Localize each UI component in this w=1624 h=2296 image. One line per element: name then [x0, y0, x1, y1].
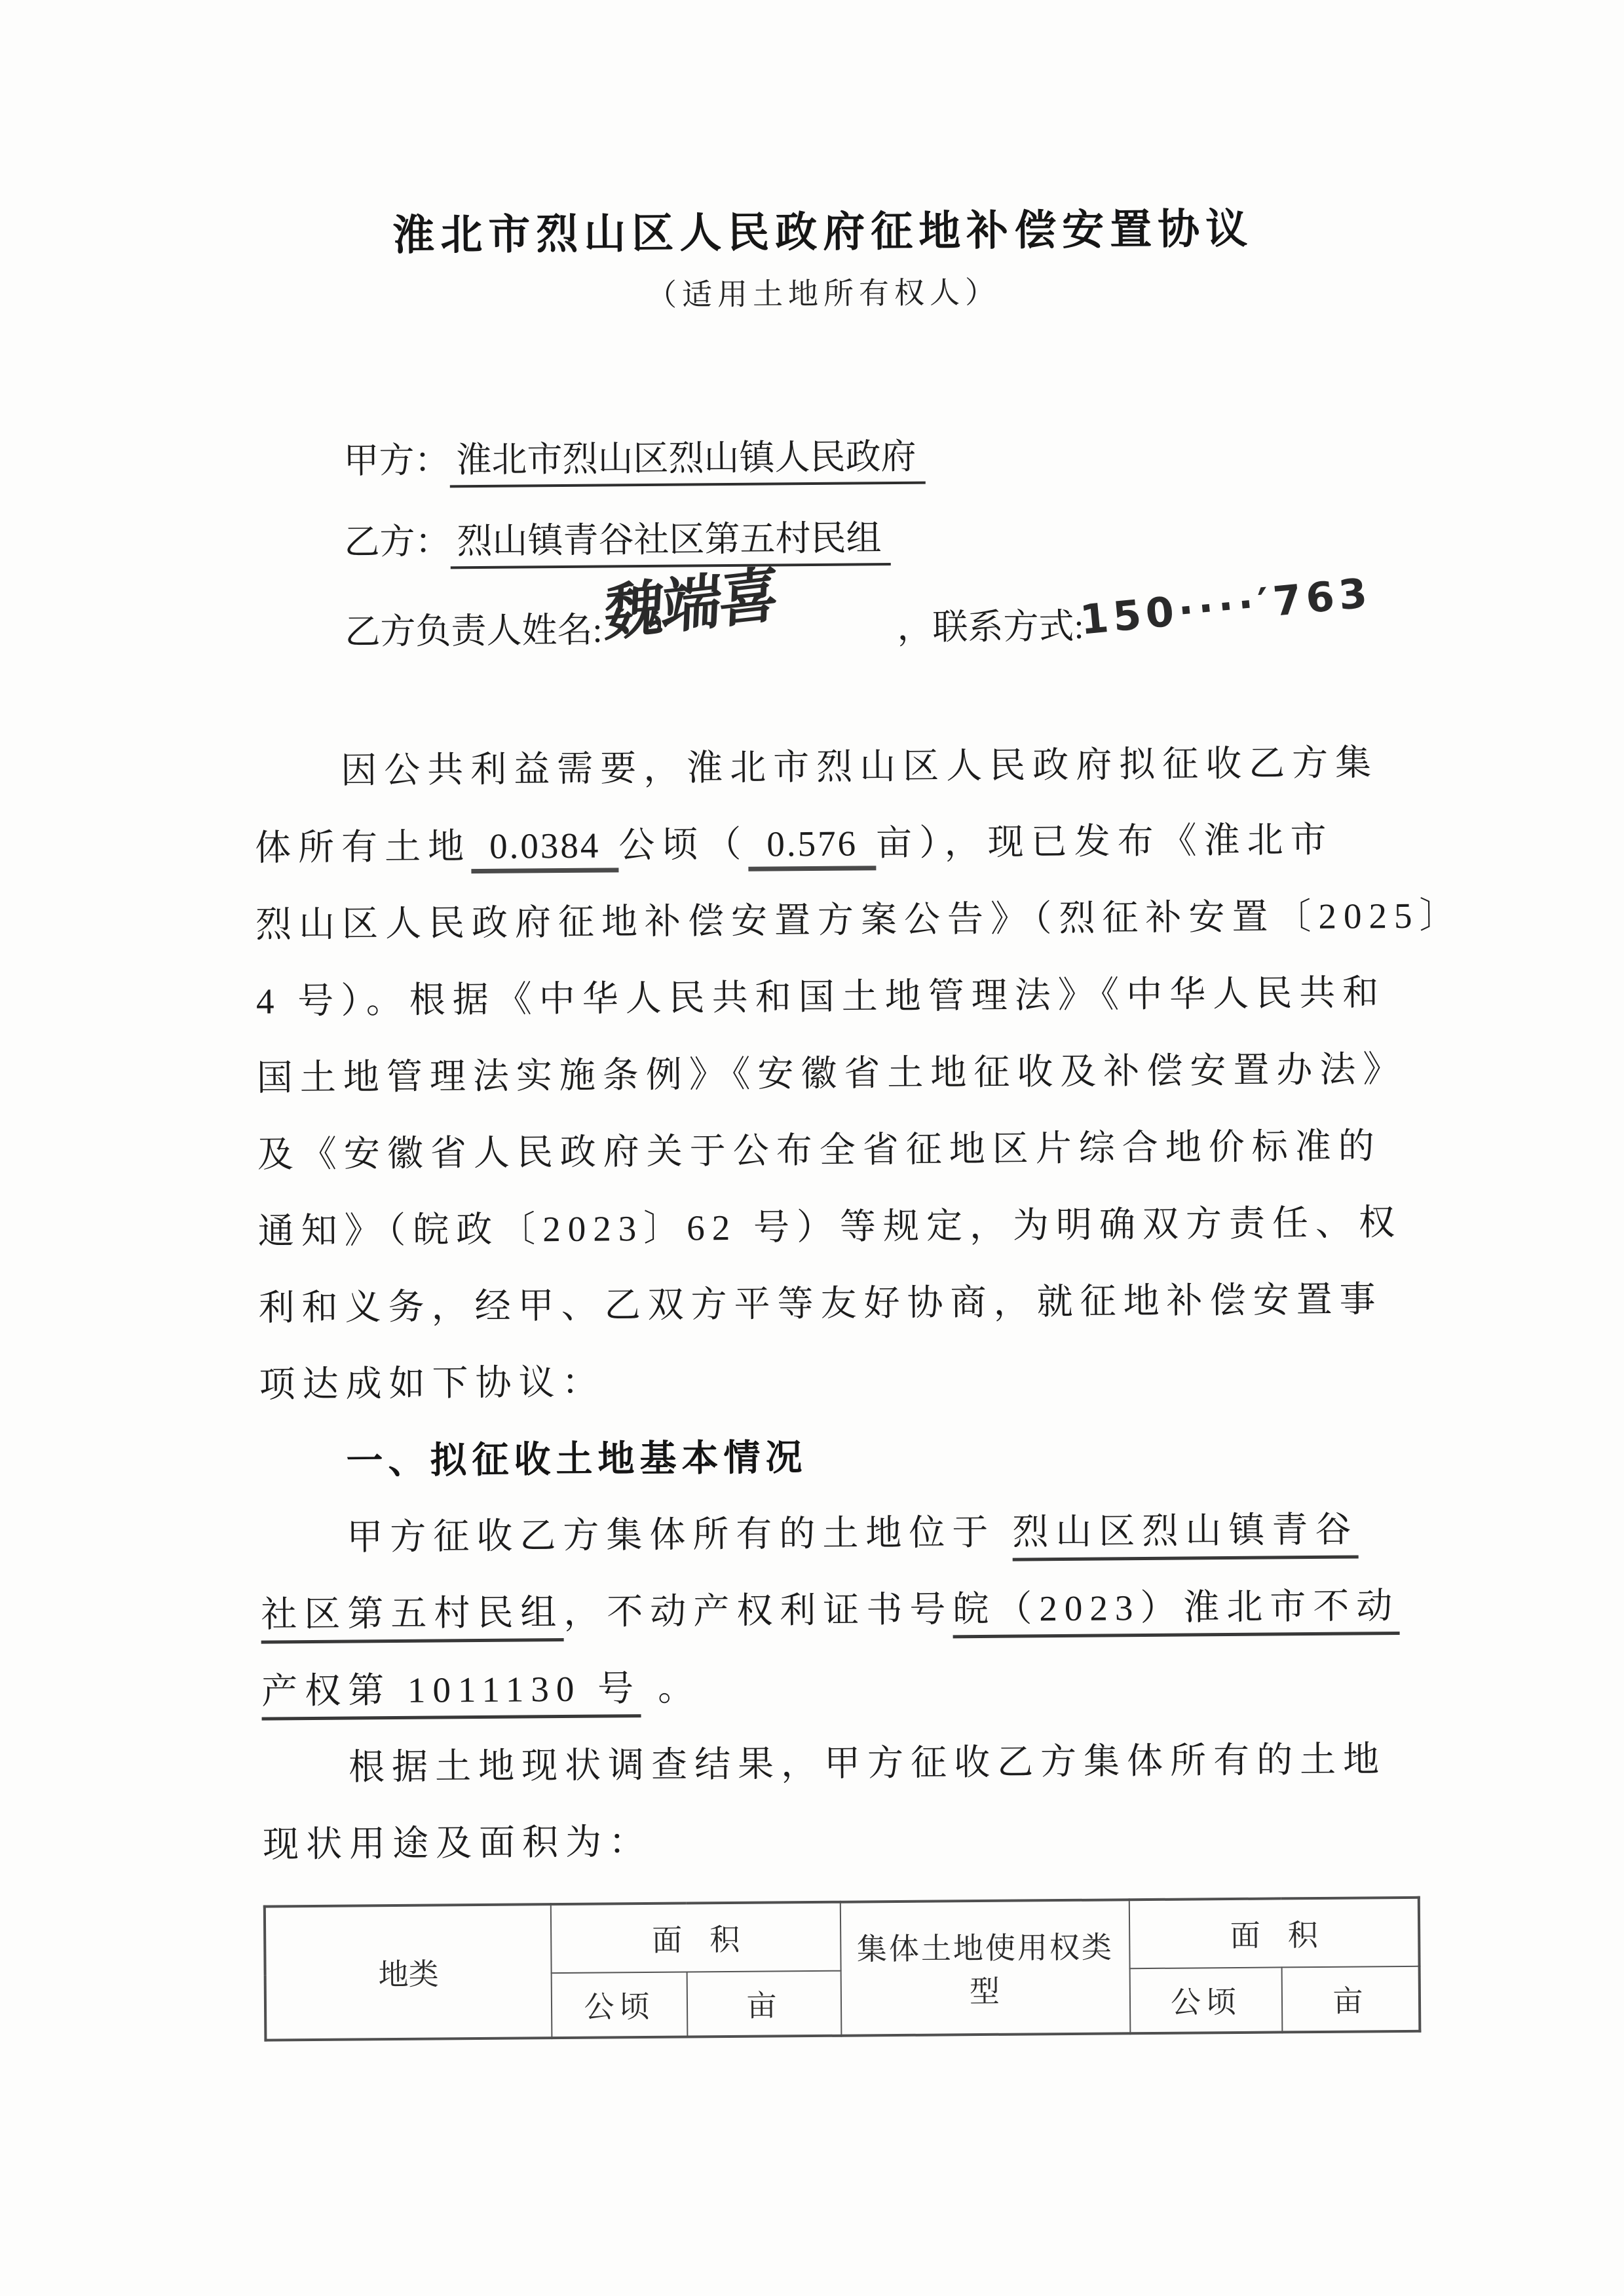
body-line-text: 利和义务，经甲、乙双方平等友好协商，就征地补偿安置事 [258, 1279, 1383, 1328]
body-line-text: 烈山区人民政府征地补偿安置方案公告》（烈征补安置〔2025〕 [255, 895, 1463, 945]
parties-block [252, 412, 1399, 665]
body-line-text: 甲方征收乙方集体所有的土地位于 [347, 1512, 996, 1558]
body-line [257, 1107, 1403, 1193]
table-header-hectare-left: 公顷 [552, 1972, 688, 2038]
contact-separator: ， [897, 607, 933, 647]
party-a-line [343, 412, 1398, 502]
body-line [261, 1567, 1407, 1653]
body-line [256, 1031, 1407, 1117]
body-line [257, 1184, 1404, 1270]
party-b-value: 烈山镇青谷社区第五村民组 [450, 518, 891, 569]
table-header-area-left: 面积 [551, 1902, 841, 1973]
rep-name-label: 乙方负责人姓名: [345, 610, 603, 652]
table-header-land-type: 地类 [265, 1904, 552, 2040]
body-line-text: 4 号）。根据《中华人民共和国土地管理法》《中华人民共和 [255, 972, 1386, 1022]
body-line [254, 724, 1401, 810]
body-text [254, 724, 1463, 1883]
rep-name-signature-handwriting: 魏端喜 [603, 559, 778, 650]
document-title: 淮北市烈山区人民政府征地补偿安置协议 [392, 204, 1254, 259]
body-line-text: ，不动产权利证书号 [563, 1589, 953, 1633]
party-b-label: 乙方： [344, 522, 451, 562]
body-line-text: 因公共利益需要，淮北市烈山区人民政府拟征收乙方集 [340, 742, 1379, 791]
body-line [256, 954, 1403, 1040]
party-a-label: 甲方： [343, 440, 450, 481]
table-header-right-type: 集体土地使用权类型 [840, 1900, 1131, 2035]
body-line [262, 1721, 1408, 1807]
contact-label: 联系方式: [932, 606, 1084, 647]
certificate-number-value: 皖（2023）淮北市不动 [953, 1586, 1400, 1638]
body-line [263, 1797, 1409, 1883]
certificate-number-value-cont: 产权第 1011130 号 [261, 1668, 641, 1721]
land-location-value: 烈山区烈山镇青谷 [1012, 1509, 1359, 1561]
body-line-text: 亩），现已发布《淮北市 [875, 819, 1334, 864]
body-line-text: 体所有土地 [254, 826, 472, 868]
area-mu-value: 0.576 [748, 823, 876, 871]
body-line-text: 现状用途及面积为： [262, 1821, 652, 1865]
land-status-table [263, 1896, 1422, 2042]
document-subtitle: （适用土地所有权人） [646, 275, 1001, 312]
body-line-text: 。 [657, 1668, 702, 1708]
body-line [258, 1261, 1405, 1347]
land-location-value-cont: 社区第五村民组 [261, 1592, 564, 1644]
body-line-text: 及《安徽省人民政府关于公布全省征地区片综合地价标准的 [257, 1126, 1382, 1175]
table-header-area-right: 面积 [1129, 1898, 1420, 1968]
body-line-text: 项达成如下协议： [259, 1362, 605, 1405]
body-line [255, 801, 1401, 887]
body-line [260, 1491, 1407, 1577]
section1-heading: 一、拟征收土地基本情况 [346, 1436, 808, 1482]
body-line [261, 1644, 1408, 1730]
body-line-text: 公顷（ [618, 824, 749, 866]
body-line-text: 国土地管理法实施条例》《安徽省土地征收及补偿安置办法》 [256, 1048, 1407, 1098]
table-header-hectare-right: 公顷 [1130, 1967, 1283, 2033]
representative-line [345, 559, 1399, 664]
body-line [259, 1337, 1405, 1423]
table-header-mu-left: 亩 [687, 1971, 842, 2037]
body-line-text: 通知》（皖政〔2023〕62 号）等规定，为明确双方责任、权 [257, 1202, 1403, 1252]
body-line [255, 877, 1463, 963]
body-line-text: 根据土地现状调查结果，甲方征收乙方集体所有的土地 [348, 1739, 1387, 1788]
party-a-value: 淮北市烈山区烈山镇人民政府 [449, 437, 926, 488]
contact-number-handwriting: 150····′763 [1078, 568, 1374, 644]
table-header-mu-right: 亩 [1282, 1966, 1420, 2033]
area-hectare-value: 0.0384 [471, 825, 619, 873]
